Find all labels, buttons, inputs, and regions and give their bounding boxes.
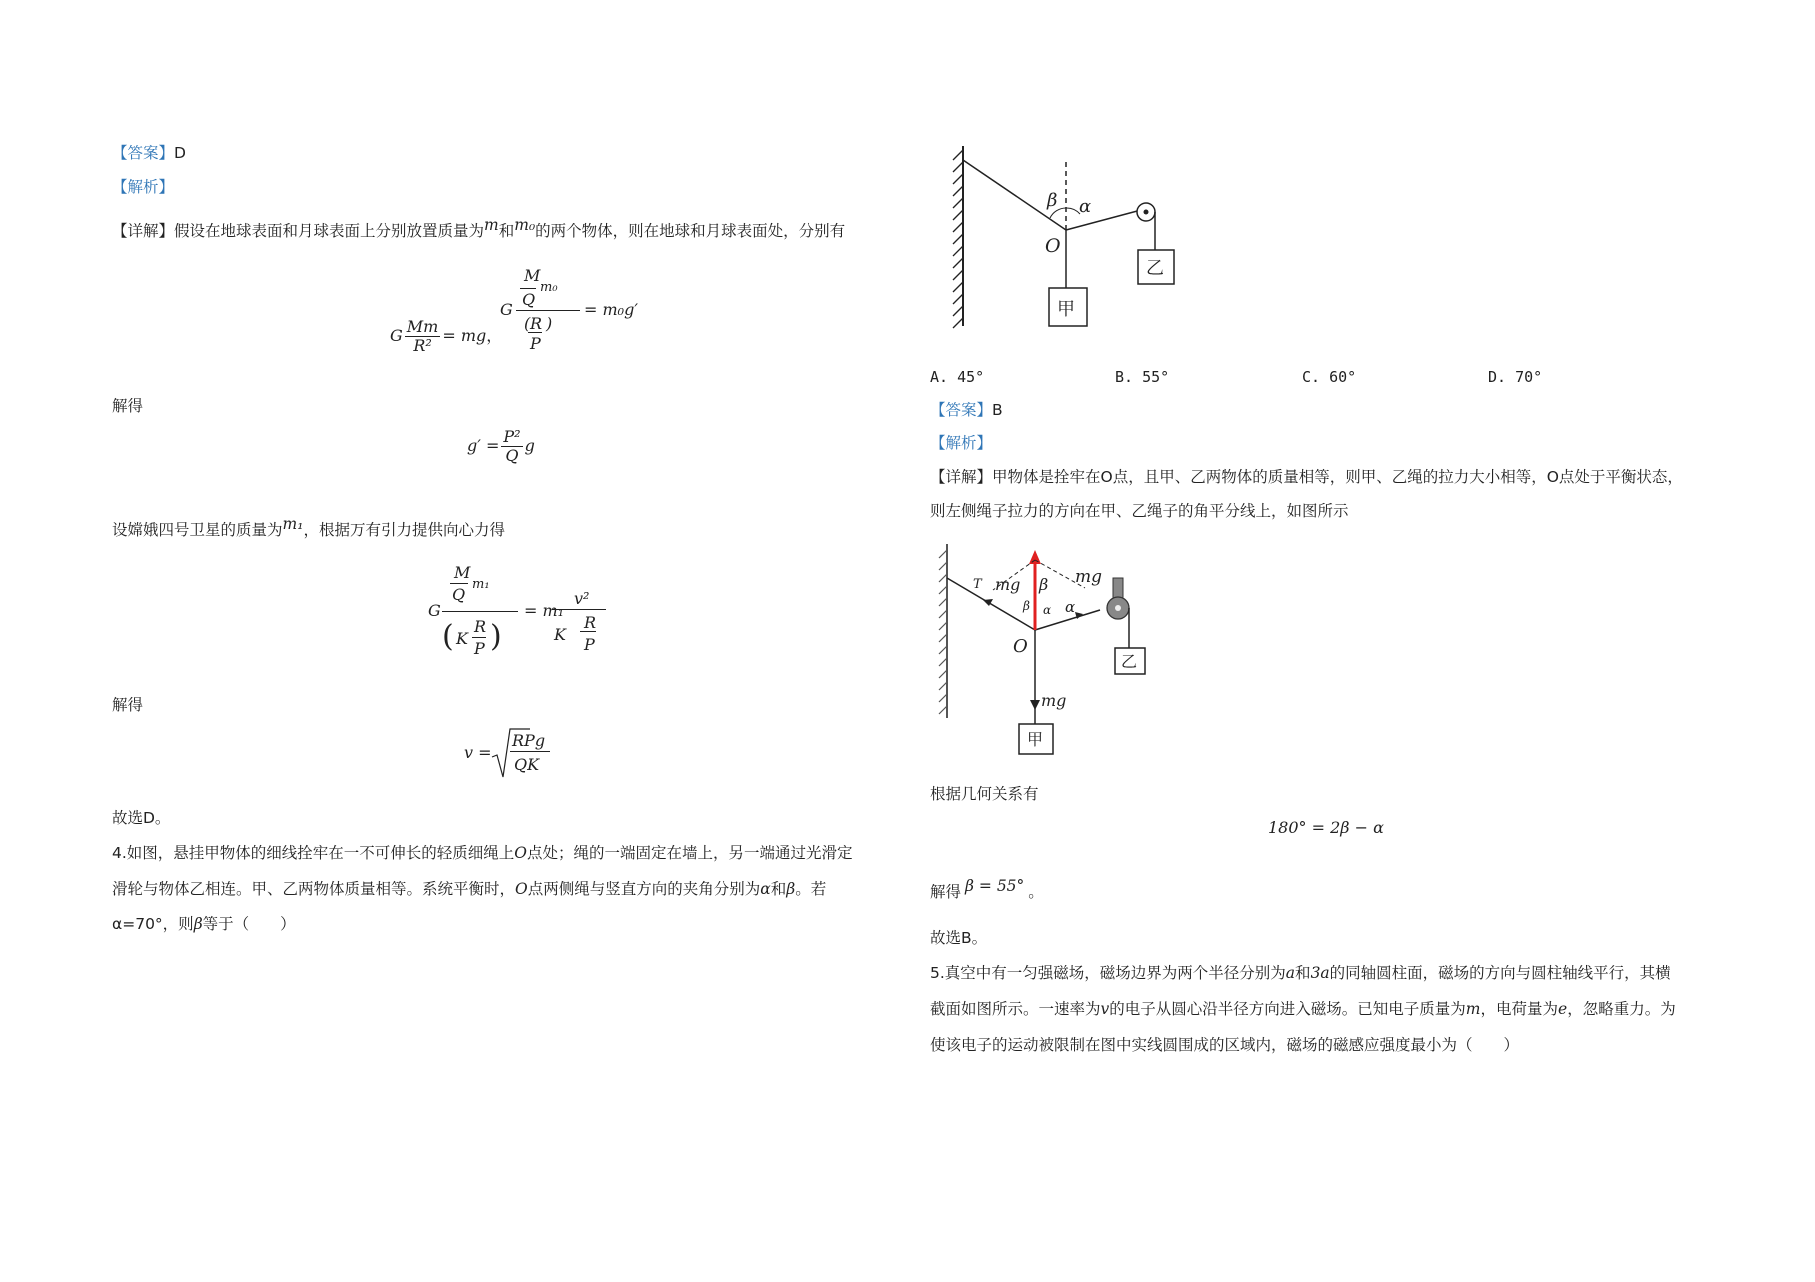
- detail-right-line-2: 则左侧绳子拉力的方向在甲、乙绳子的角平分线上，如图所示: [930, 502, 1349, 520]
- right-rope: [1066, 210, 1141, 230]
- answer-tag: 【答案】: [112, 144, 175, 162]
- fig2-O: O: [1013, 636, 1028, 657]
- option-d[interactable]: D. 70°: [1488, 368, 1543, 386]
- solve-label-1: 解得: [112, 397, 144, 415]
- fig2-yi: 乙: [1121, 652, 1138, 671]
- formula-gravity-moon: M Q m₀ G ( R P ) = m₀g′: [500, 266, 638, 353]
- geometry-label: 根据几何关系有: [930, 785, 1039, 803]
- fig1-alpha: α: [1079, 196, 1092, 217]
- q4-line-1: 4.如图，悬挂甲物体的细线拴牢在一不可伸长的轻质细绳上O点处；绳的一端固定在墙上，另一端通过光滑定: [112, 844, 853, 862]
- fig2-mg-right: mg: [1075, 567, 1103, 587]
- answer-line-left: [112, 143, 186, 163]
- fig2-mg-down: mg: [1041, 691, 1067, 710]
- detail-text-1: 假设在地球表面和月球表面上分别放置质量为: [174, 222, 485, 240]
- and-text: 和: [498, 222, 515, 240]
- q4-line-2: 滑轮与物体乙相连。甲、乙两物体质量相等。系统平衡时，O点两侧绳与竖直方向的夹角分别为α和β。若: [112, 880, 827, 898]
- option-b[interactable]: B. 55°: [1115, 368, 1170, 386]
- formula-velocity: v = RPg QK: [464, 725, 584, 781]
- q5-line-2: 截面如图所示。一速率为v的电子从圆心沿半径方向进入磁场。已知电子质量为m，电荷量为e，忽略重力。为: [930, 1000, 1676, 1018]
- detail-right-line-1: 【详解】甲物体是拴牢在O点，且甲、乙两物体的质量相等，则甲、乙绳的拉力大小相等，O点处于平衡状态，: [930, 468, 1683, 486]
- answer-value: D: [174, 144, 186, 162]
- analysis-tag: 【解析】: [112, 178, 175, 196]
- satellite-paragraph: 设嫦娥四号卫星的质量为m₁，根据万有引力提供向心力得: [112, 515, 505, 539]
- fig1-O: O: [1045, 235, 1061, 257]
- option-a[interactable]: A. 45°: [930, 368, 985, 386]
- detail-text-2: 的两个物体，则在地球和月球表面处，分别有: [535, 222, 846, 240]
- fig2-alpha-lower: α: [1043, 603, 1052, 617]
- fig1-yi: 乙: [1146, 258, 1164, 279]
- choose-b: 故选B。: [930, 929, 988, 947]
- var-m0: m₀: [514, 216, 536, 234]
- detail-paragraph: [112, 216, 846, 241]
- answer-line-right: 【答案】B: [930, 401, 1003, 419]
- solve-beta-line: 解得 β = 55° 。: [930, 877, 1044, 901]
- fig2-alpha-right: α: [1065, 598, 1076, 616]
- fig1-jia: 甲: [1057, 299, 1075, 320]
- detail-tag: 【详解】: [112, 222, 175, 240]
- fig2-mg-left: mg: [995, 575, 1021, 594]
- q5-line-1: 5.真空中有一匀强磁场，磁场边界为两个半径分别为a和3a的同轴圆柱面，磁场的方向与圆柱轴线平行，其横: [930, 964, 1671, 982]
- var-m: m: [484, 216, 499, 234]
- fig1-beta: β: [1047, 190, 1058, 211]
- var-m1: m₁: [282, 515, 304, 533]
- q4-line-3: α=70°，则β等于（ ）: [112, 915, 296, 933]
- choose-d: 故选D。: [112, 809, 171, 827]
- formula-gravity-earth: G $\frac{Mm}{\text{R²}}$ = mg，: [390, 317, 503, 355]
- formula-centripetal: M Q m₁ G ( K R P ) = m₁ v² K R P: [428, 563, 608, 673]
- figure-force-diagram: [935, 540, 1155, 760]
- fig2-beta-lower: β: [1023, 599, 1030, 613]
- fig2-beta-upper: β: [1039, 575, 1049, 594]
- fig2-T: T: [973, 577, 982, 592]
- figure-pulley-setup: [945, 140, 1175, 340]
- analysis-tag-right: 【解析】: [930, 434, 993, 452]
- solve-label-2: 解得: [112, 696, 144, 714]
- formula-angle-relation: 180° = 2β − α: [1268, 818, 1384, 837]
- q5-line-3: 使该电子的运动被限制在图中实线圆围成的区域内，磁场的磁感应强度最小为（ ）: [930, 1036, 1520, 1054]
- option-c[interactable]: C. 60°: [1302, 368, 1357, 386]
- formula-g-prime: g′ = $\frac{\text{P²}}{Q}$ g: [467, 427, 535, 465]
- fig2-jia: 甲: [1027, 730, 1044, 749]
